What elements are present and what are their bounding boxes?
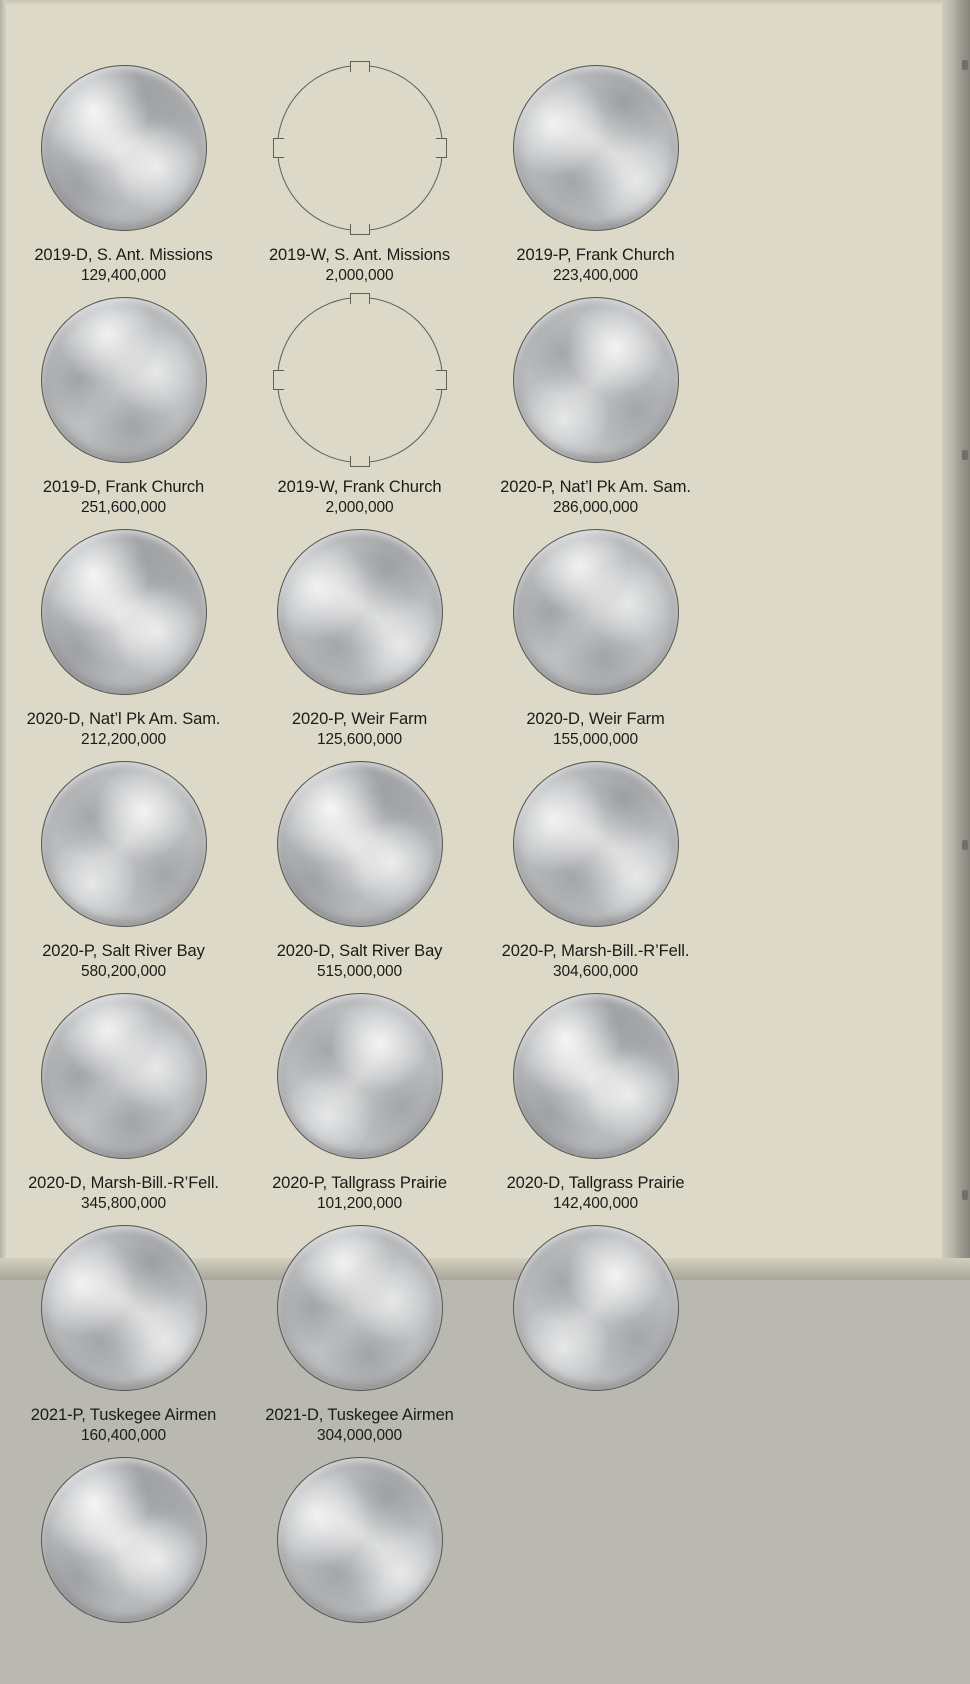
coin-title: 2020-D, Tallgrass Prairie <box>506 1174 685 1192</box>
coin-holder <box>508 292 684 468</box>
coin-image[interactable] <box>277 761 443 927</box>
coin-title: 2020-P, Marsh-Bill.-R’Fell. <box>501 942 690 960</box>
coin-title: 2020-P, Salt River Bay <box>42 942 205 960</box>
coin-mintage: 580,200,000 <box>80 963 167 981</box>
coin-caption <box>242 1172 478 1215</box>
coin-holder <box>272 292 448 468</box>
coin-caption <box>242 1404 478 1447</box>
coin-slot[interactable] <box>247 1220 472 1452</box>
coin-slot[interactable] <box>11 292 236 524</box>
coin-slot[interactable] <box>483 292 708 524</box>
coin-grid <box>0 60 942 1684</box>
coin-slot[interactable] <box>11 60 236 292</box>
coin-image[interactable] <box>513 65 679 231</box>
coin-slot[interactable] <box>483 524 708 756</box>
coin-image[interactable] <box>513 1225 679 1391</box>
coin-port-ring <box>277 65 443 231</box>
coin-caption <box>6 708 242 751</box>
coin-holder <box>36 1452 212 1628</box>
coin-title: 2020-D, Weir Farm <box>526 710 665 728</box>
coin-mintage: 223,400,000 <box>552 267 639 285</box>
coin-caption <box>242 244 478 287</box>
coin-title: 2020-P, Nat’l Pk Am. Sam. <box>500 478 691 496</box>
coin-mintage: 142,400,000 <box>552 1195 639 1213</box>
coin-mintage: 155,000,000 <box>552 731 639 749</box>
coin-image[interactable] <box>513 297 679 463</box>
coin-slot[interactable] <box>247 292 472 524</box>
coin-title: 2019-P, Frank Church <box>516 246 675 264</box>
coin-port-tab-left <box>273 370 284 390</box>
coin-title: 2019-W, S. Ant. Missions <box>268 246 450 264</box>
coin-slot[interactable] <box>483 1220 708 1452</box>
coin-mintage: 515,000,000 <box>316 963 403 981</box>
coin-port-tab-right <box>436 370 447 390</box>
coin-image[interactable] <box>277 993 443 1159</box>
coin-caption <box>6 476 242 519</box>
coin-port-tab-top <box>350 293 370 304</box>
coin-slot[interactable] <box>11 524 236 756</box>
coin-holder <box>508 756 684 932</box>
coin-image[interactable] <box>513 993 679 1159</box>
coin-image[interactable] <box>277 1457 443 1623</box>
coin-mintage: 160,400,000 <box>80 1427 167 1445</box>
coin-slot[interactable] <box>247 988 472 1220</box>
coin-image[interactable] <box>277 529 443 695</box>
coin-holder <box>36 292 212 468</box>
coin-caption <box>242 708 478 751</box>
coin-title: 2021-P, Tuskegee Airmen <box>30 1406 217 1424</box>
coin-holder <box>508 988 684 1164</box>
coin-caption <box>6 1172 242 1215</box>
coin-caption <box>478 476 714 519</box>
coin-port-tab-bottom <box>350 224 370 235</box>
empty-coin-port[interactable] <box>272 60 448 236</box>
page-top-edge <box>0 0 970 5</box>
coin-mintage: 212,200,000 <box>80 731 167 749</box>
coin-caption <box>6 1404 242 1447</box>
coin-holder <box>508 524 684 700</box>
coin-mintage: 286,000,000 <box>552 499 639 517</box>
coin-image[interactable] <box>41 1457 207 1623</box>
coin-port-tab-right <box>436 138 447 158</box>
coin-mintage: 304,000,000 <box>316 1427 403 1445</box>
coin-mintage: 101,200,000 <box>316 1195 403 1213</box>
coin-caption <box>242 940 478 983</box>
coin-caption <box>478 244 714 287</box>
coin-image[interactable] <box>277 1225 443 1391</box>
coin-holder <box>36 1220 212 1396</box>
coin-slot[interactable] <box>247 1452 472 1684</box>
coin-title: 2019-D, Frank Church <box>42 478 205 496</box>
coin-title: 2021-D, Tuskegee Airmen <box>265 1406 454 1424</box>
coin-holder <box>36 756 212 932</box>
coin-slot[interactable] <box>11 1220 236 1452</box>
coin-image[interactable] <box>41 297 207 463</box>
coin-slot[interactable] <box>483 60 708 292</box>
coin-holder <box>272 988 448 1164</box>
coin-mintage: 2,000,000 <box>325 267 394 285</box>
page-right-edge <box>942 0 970 1280</box>
coin-image[interactable] <box>41 761 207 927</box>
coin-mintage: 251,600,000 <box>80 499 167 517</box>
coin-title: 2020-P, Weir Farm <box>291 710 428 728</box>
coin-caption <box>478 1172 714 1215</box>
coin-port-tab-left <box>273 138 284 158</box>
empty-coin-port[interactable] <box>272 292 448 468</box>
binding-notch <box>962 840 968 850</box>
coin-holder <box>508 60 684 236</box>
coin-image[interactable] <box>513 529 679 695</box>
coin-title: 2020-D, Salt River Bay <box>276 942 443 960</box>
coin-title: 2020-P, Tallgrass Prairie <box>272 1174 447 1192</box>
coin-caption <box>478 940 714 983</box>
coin-slot[interactable] <box>11 988 236 1220</box>
coin-slot[interactable] <box>11 756 236 988</box>
coin-holder <box>272 60 448 236</box>
coin-slot[interactable] <box>247 524 472 756</box>
coin-caption <box>242 476 478 519</box>
coin-title: 2020-D, Nat’l Pk Am. Sam. <box>26 710 221 728</box>
coin-image[interactable] <box>41 65 207 231</box>
binding-notch <box>962 450 968 460</box>
coin-holder <box>36 60 212 236</box>
coin-holder <box>272 756 448 932</box>
coin-image[interactable] <box>41 529 207 695</box>
coin-caption <box>6 940 242 983</box>
coin-port-tab-top <box>350 61 370 72</box>
coin-slot[interactable] <box>11 1452 236 1684</box>
coin-holder <box>272 1220 448 1396</box>
coin-slot[interactable] <box>247 756 472 988</box>
binding-notch <box>962 60 968 70</box>
coin-mintage: 345,800,000 <box>80 1195 167 1213</box>
coin-holder <box>36 524 212 700</box>
coin-mintage: 125,600,000 <box>316 731 403 749</box>
coin-holder <box>272 1452 448 1628</box>
coin-caption <box>6 244 242 287</box>
coin-port-tab-bottom <box>350 456 370 467</box>
coin-image[interactable] <box>513 761 679 927</box>
coin-holder <box>272 524 448 700</box>
coin-mintage: 129,400,000 <box>80 267 167 285</box>
coin-caption <box>478 708 714 751</box>
coin-holder <box>508 1220 684 1396</box>
coin-slot[interactable] <box>483 756 708 988</box>
coin-slot[interactable] <box>247 60 472 292</box>
coin-slot[interactable] <box>483 988 708 1220</box>
coin-mintage: 2,000,000 <box>325 499 394 517</box>
coin-title: 2019-D, S. Ant. Missions <box>34 246 213 264</box>
coin-holder <box>36 988 212 1164</box>
coin-mintage: 304,600,000 <box>552 963 639 981</box>
binding-notch <box>962 1190 968 1200</box>
coin-title: 2019-W, Frank Church <box>277 478 442 496</box>
coin-image[interactable] <box>41 1225 207 1391</box>
coin-port-ring <box>277 297 443 463</box>
coin-image[interactable] <box>41 993 207 1159</box>
coin-title: 2020-D, Marsh-Bill.-R’Fell. <box>28 1174 219 1192</box>
